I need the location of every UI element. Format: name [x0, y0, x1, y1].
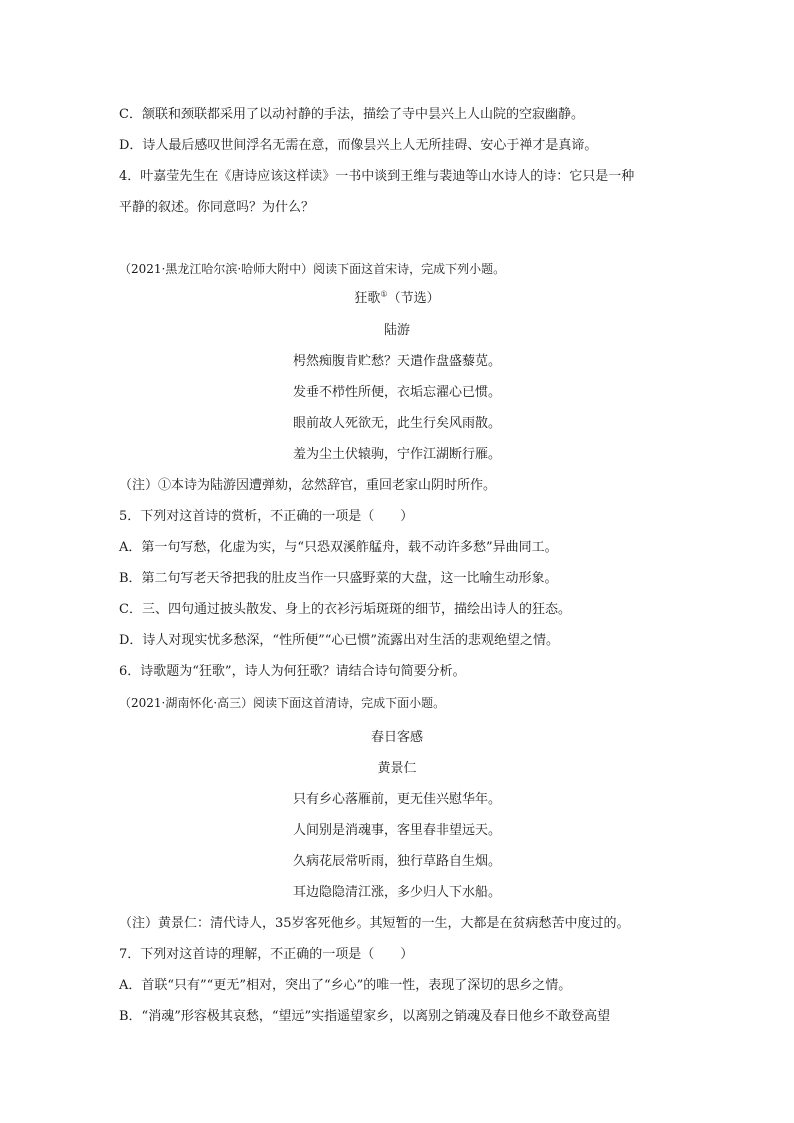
q7-stem: 7．下列对这首诗的理解，不正确的一项是（ ）	[119, 947, 414, 962]
q3-option-c: C．颔联和颈联都采用了以动衬静的手法，描绘了寺中昙兴上人山院的空寂幽静。	[119, 107, 584, 122]
section2-poem-line-3: 久病花辰常听雨，独行草路自生烟。	[292, 854, 501, 869]
section1-poem-line-4: 羞为尘土伏辕驹，宁作江湖断行雁。	[292, 447, 501, 462]
q7-option-b: B．“消魂”形容极其哀愁，“望远”实指遥望家乡，以离别之销魂及春日他乡不敢登高望	[119, 1009, 611, 1024]
q5-option-b: B．第二句写老天爷把我的肚皮当作一只盛野菜的大盘，这一比喻生动形象。	[119, 571, 558, 586]
q4-line-2: 平静的叙述。你同意吗？为什么？	[119, 200, 315, 215]
section1-poem-line-3: 眼前故人死欲无，此生行矣风雨散。	[292, 416, 501, 431]
section2-title: 春日客感	[370, 730, 423, 745]
section2-source: （2021·湖南怀化·高三）阅读下面这首清诗，完成下面小题。	[119, 696, 446, 710]
section2-poem-line-2: 人间别是消魂事，客里春非望远天。	[292, 823, 501, 838]
q5-option-d: D．诗人对现实忧多愁深，“性所便”“心已惯”流露出对生活的悲观绝望之情。	[119, 633, 560, 648]
q3-option-d: D．诗人最后感叹世间浮名无需在意，而像昙兴上人无所挂碍、安心于禅才是真谛。	[119, 138, 598, 153]
section1-source: （2021·黑龙江哈尔滨·哈师大附中）阅读下面这首宋诗，完成下列小题。	[119, 262, 506, 276]
q7-option-a: A．首联“只有”“更无”相对，突出了“乡心”的唯一性，表现了深切的思乡之情。	[119, 978, 572, 993]
section1-poem-line-2: 发垂不栉性所便，衣垢忘濯心已惯。	[292, 385, 501, 400]
poem-title: 狂歌	[354, 291, 381, 306]
q4-line-1: 4．叶嘉莹先生在《唐诗应该这样读》一书中谈到王维与裴迪等山水诗人的诗：它只是一种	[119, 169, 635, 184]
title-footnote-marker: ①	[380, 289, 388, 299]
q5-option-a: A．第一句写愁，化虚为实，与“只恐双溪舴艋舟，载不动许多愁”异曲同工。	[119, 540, 558, 555]
section2-note: （注）黄景仁：清代诗人，35岁客死他乡。其短暂的一生，大都是在贫病愁苦中度过的。	[119, 916, 630, 931]
section1-note: （注）①本诗为陆游因遭弹劾，忿然辞官，重回老家山阴时所作。	[119, 478, 497, 493]
section2-poem-line-1: 只有乡心落雁前，更无佳兴慰华年。	[292, 792, 501, 807]
q6-stem: 6．诗歌题为“狂歌”，诗人为何狂歌？请结合诗句简要分析。	[119, 664, 466, 679]
poem-title-suffix: （节选）	[387, 291, 440, 306]
q5-stem: 5．下列对这首诗的赏析，不正确的一项是（ ）	[119, 509, 414, 524]
section1-author: 陆游	[383, 323, 410, 338]
section2-poem-line-4: 耳边隐隐清江涨，多少归人下水船。	[292, 885, 501, 900]
section1-title	[0, 290, 794, 308]
section1-poem-line-1: 枵然痴腹肯贮愁？天遣作盘盛藜苋。	[292, 354, 501, 369]
section2-author: 黄景仁	[377, 761, 417, 776]
q5-option-c: C．三、四句通过披头散发、身上的衣衫污垢斑斑的细节，描绘出诗人的狂态。	[119, 602, 571, 617]
